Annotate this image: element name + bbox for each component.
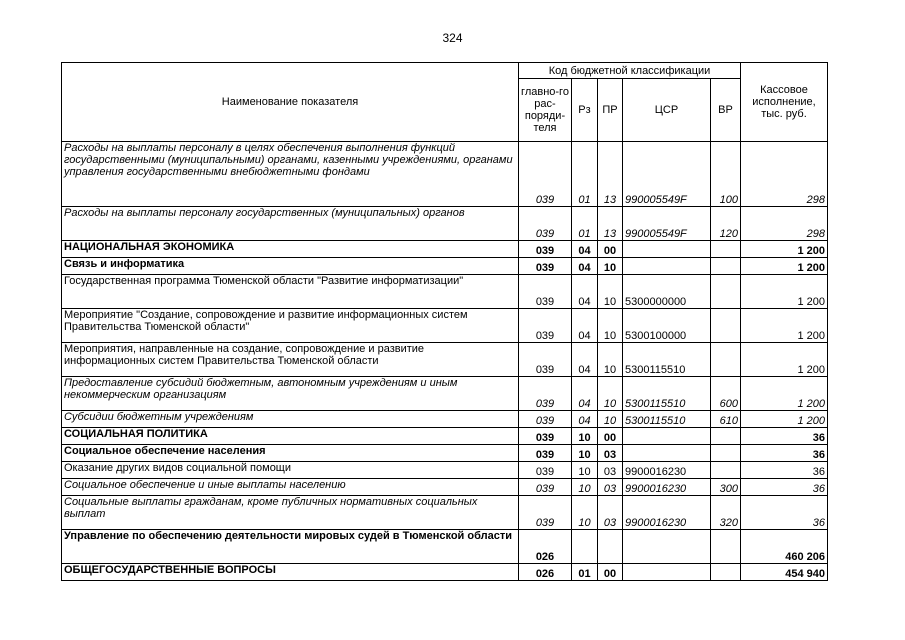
row-amount: 1 200: [741, 275, 828, 309]
row-admin: 039: [519, 343, 572, 377]
row-name: СОЦИАЛЬНАЯ ПОЛИТИКА: [62, 428, 519, 445]
table-body: [62, 142, 828, 581]
row-csr: 5300100000: [623, 309, 711, 343]
row-admin: 039: [519, 258, 572, 275]
row-amount: 1 200: [741, 258, 828, 275]
row-rz: 01: [572, 142, 598, 207]
row-admin: 039: [519, 377, 572, 411]
row-name: Мероприятия, направленные на создание, сопровождение и развитие информационных систем Правительства Тюменской области: [62, 343, 519, 377]
row-name: Социальное обеспечение населения: [62, 445, 519, 462]
row-amount: 36: [741, 445, 828, 462]
row-admin: 039: [519, 241, 572, 258]
header-budget-code-group: Код бюджетной классификации: [519, 63, 741, 79]
row-name: Субсидии бюджетным учреждениям: [62, 411, 519, 428]
header-pr: ПР: [598, 79, 623, 142]
row-pr: 03: [598, 479, 623, 496]
table-row: [62, 496, 828, 530]
header-name: Наименование показателя: [62, 63, 519, 142]
row-name: Предоставление субсидий бюджетным, автономным учреждениям и иным некоммерческим организациям: [62, 377, 519, 411]
row-csr: [623, 564, 711, 581]
table-row: [62, 377, 828, 411]
table-header: [62, 63, 828, 142]
row-vr: [711, 564, 741, 581]
row-pr: 13: [598, 142, 623, 207]
row-pr: 10: [598, 343, 623, 377]
row-name: ОБЩЕГОСУДАРСТВЕННЫЕ ВОПРОСЫ: [62, 564, 519, 581]
row-vr: [711, 275, 741, 309]
row-admin: 039: [519, 207, 572, 241]
row-admin: 039: [519, 142, 572, 207]
row-vr: 120: [711, 207, 741, 241]
row-name: НАЦИОНАЛЬНАЯ ЭКОНОМИКА: [62, 241, 519, 258]
table-row: [62, 275, 828, 309]
row-rz: 04: [572, 275, 598, 309]
row-pr: 03: [598, 445, 623, 462]
row-vr: [711, 530, 741, 564]
row-vr: [711, 343, 741, 377]
row-name: Оказание других видов социальной помощи: [62, 462, 519, 479]
header-admin: главно-го рас-поряди-теля: [519, 79, 572, 142]
row-admin: 026: [519, 564, 572, 581]
row-vr: [711, 309, 741, 343]
row-rz: 10: [572, 445, 598, 462]
table-row: [62, 428, 828, 445]
table-row: [62, 411, 828, 428]
row-vr: [711, 428, 741, 445]
row-vr: [711, 445, 741, 462]
table-row: [62, 530, 828, 564]
row-csr: [623, 258, 711, 275]
row-rz: 04: [572, 377, 598, 411]
row-pr: 00: [598, 428, 623, 445]
row-pr: 00: [598, 241, 623, 258]
row-amount: 1 200: [741, 411, 828, 428]
row-amount: 1 200: [741, 377, 828, 411]
row-rz: [572, 530, 598, 564]
row-pr: 03: [598, 462, 623, 479]
row-csr: [623, 241, 711, 258]
row-rz: 04: [572, 241, 598, 258]
row-csr: [623, 428, 711, 445]
table-row: [62, 309, 828, 343]
row-rz: 04: [572, 309, 598, 343]
row-amount: 36: [741, 462, 828, 479]
row-csr: 5300115510: [623, 411, 711, 428]
row-vr: 600: [711, 377, 741, 411]
row-csr: 990005549F: [623, 142, 711, 207]
row-name: Социальные выплаты гражданам, кроме публичных нормативных социальных выплат: [62, 496, 519, 530]
row-rz: 04: [572, 411, 598, 428]
row-vr: 100: [711, 142, 741, 207]
row-rz: 04: [572, 343, 598, 377]
row-pr: 00: [598, 564, 623, 581]
row-csr: 5300115510: [623, 343, 711, 377]
row-pr: [598, 530, 623, 564]
table-row: [62, 479, 828, 496]
page-number: 324: [442, 31, 463, 45]
row-amount: 454 940: [741, 564, 828, 581]
row-rz: 10: [572, 428, 598, 445]
row-csr: [623, 530, 711, 564]
row-vr: 300: [711, 479, 741, 496]
row-admin: 026: [519, 530, 572, 564]
row-rz: 10: [572, 496, 598, 530]
row-admin: 039: [519, 428, 572, 445]
row-amount: 1 200: [741, 241, 828, 258]
table-row: [62, 564, 828, 581]
row-amount: 36: [741, 428, 828, 445]
row-vr: 320: [711, 496, 741, 530]
table-row: [62, 207, 828, 241]
row-name: Расходы на выплаты персоналу в целях обеспечения выполнения функций государственными (муниципальными) органами, казенными учреждениями, органами управления государственными внебюджетными фондами: [62, 142, 519, 207]
row-name: Государственная программа Тюменской области "Развитие информатизации": [62, 275, 519, 309]
row-csr: 990005549F: [623, 207, 711, 241]
row-vr: [711, 241, 741, 258]
row-pr: 03: [598, 496, 623, 530]
header-rz: Рз: [572, 79, 598, 142]
row-pr: 10: [598, 275, 623, 309]
row-admin: 039: [519, 496, 572, 530]
row-csr: 5300115510: [623, 377, 711, 411]
table-row: [62, 445, 828, 462]
row-admin: 039: [519, 309, 572, 343]
row-name: Социальное обеспечение и иные выплаты населению: [62, 479, 519, 496]
table-row: [62, 258, 828, 275]
row-name: Управление по обеспечению деятельности мировых судей в Тюменской области: [62, 530, 519, 564]
row-pr: 10: [598, 411, 623, 428]
row-pr: 13: [598, 207, 623, 241]
table-row: [62, 462, 828, 479]
row-pr: 10: [598, 309, 623, 343]
row-vr: [711, 462, 741, 479]
row-admin: 039: [519, 462, 572, 479]
budget-table: [61, 62, 828, 581]
row-vr: [711, 258, 741, 275]
table-row: [62, 241, 828, 258]
table-row: [62, 142, 828, 207]
row-name: Расходы на выплаты персоналу государственных (муниципальных) органов: [62, 207, 519, 241]
header-csr: ЦСР: [623, 79, 711, 142]
row-pr: 10: [598, 258, 623, 275]
table-row: [62, 343, 828, 377]
row-amount: 36: [741, 496, 828, 530]
row-amount: 1 200: [741, 309, 828, 343]
row-csr: 5300000000: [623, 275, 711, 309]
row-name: Мероприятие "Создание, сопровождение и развитие информационных систем Правительства Тюменской области": [62, 309, 519, 343]
row-csr: 9900016230: [623, 479, 711, 496]
row-vr: 610: [711, 411, 741, 428]
row-name: Связь и информатика: [62, 258, 519, 275]
header-vr: ВР: [711, 79, 741, 142]
row-admin: 039: [519, 479, 572, 496]
row-csr: 9900016230: [623, 462, 711, 479]
row-admin: 039: [519, 411, 572, 428]
row-amount: 1 200: [741, 343, 828, 377]
row-csr: 9900016230: [623, 496, 711, 530]
row-amount: 460 206: [741, 530, 828, 564]
row-amount: 298: [741, 207, 828, 241]
row-admin: 039: [519, 445, 572, 462]
row-amount: 36: [741, 479, 828, 496]
row-rz: 10: [572, 479, 598, 496]
row-amount: 298: [741, 142, 828, 207]
row-rz: 01: [572, 207, 598, 241]
row-rz: 04: [572, 258, 598, 275]
row-csr: [623, 445, 711, 462]
row-admin: 039: [519, 275, 572, 309]
row-rz: 01: [572, 564, 598, 581]
row-rz: 10: [572, 462, 598, 479]
header-amount: Кассовое исполнение, тыс. руб.: [741, 63, 828, 142]
row-pr: 10: [598, 377, 623, 411]
